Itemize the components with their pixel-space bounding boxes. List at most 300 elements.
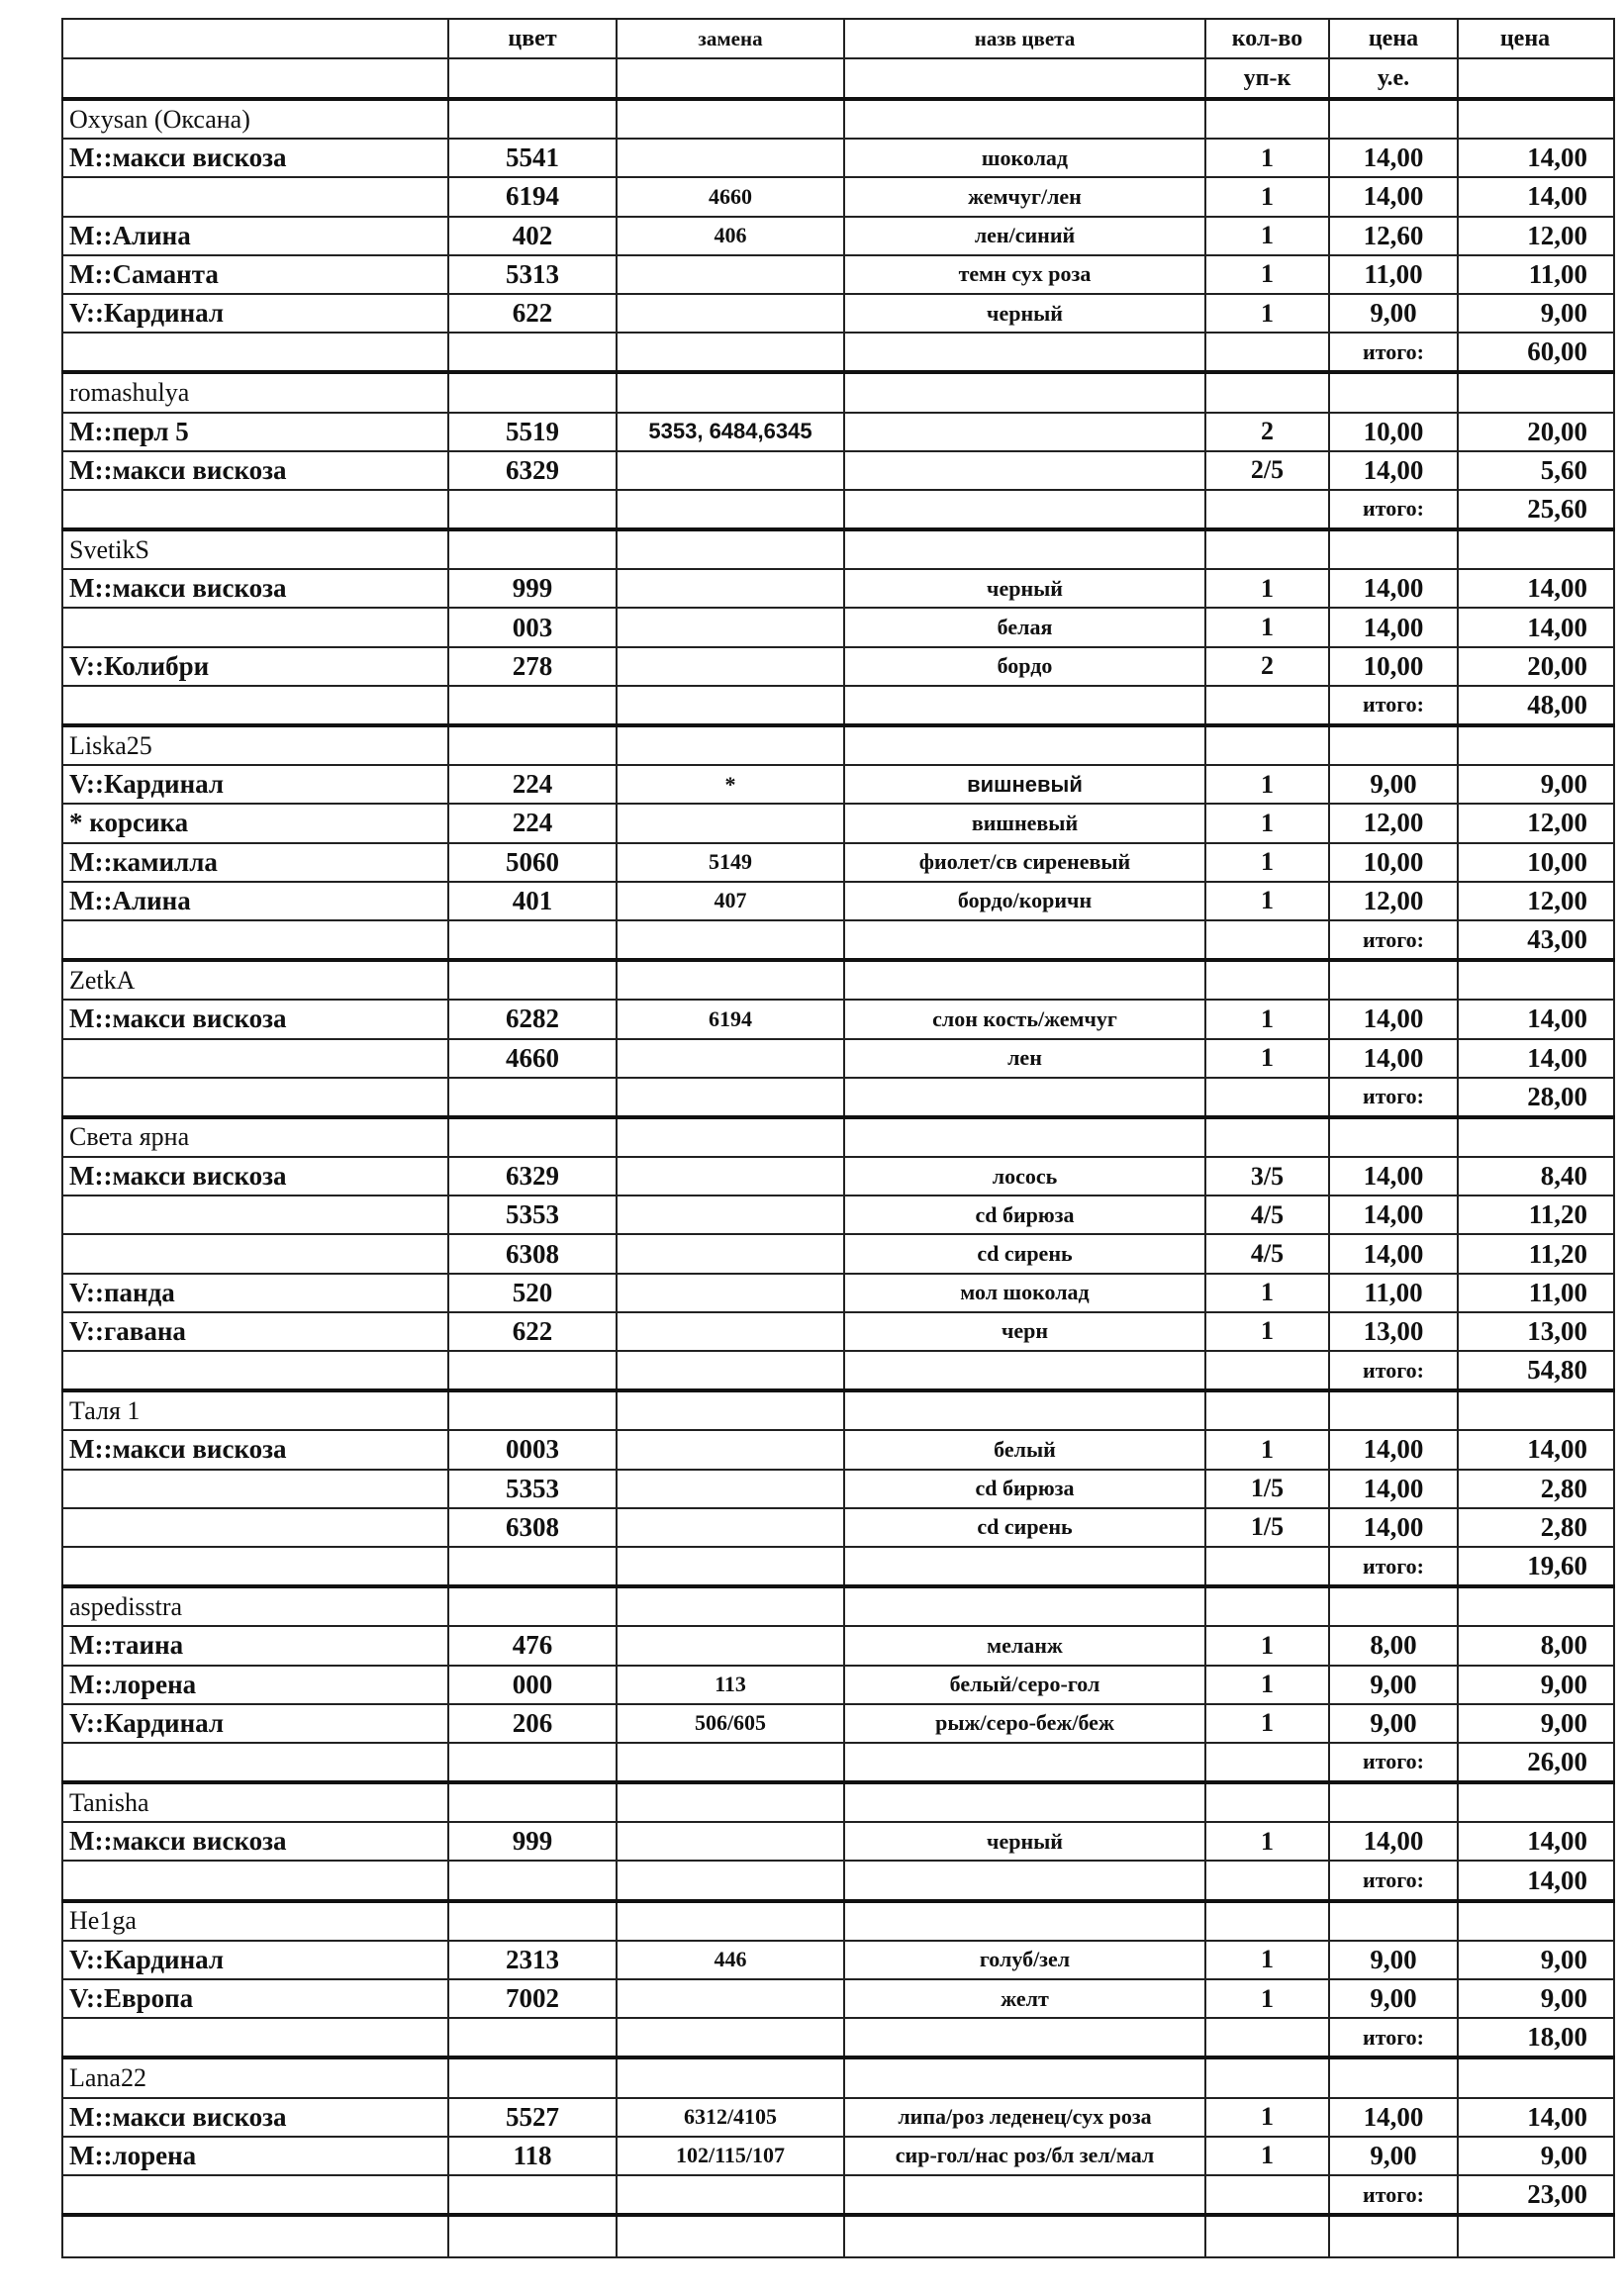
cell-color-code: 6282: [448, 1000, 617, 1038]
cell-color-code: [448, 1743, 617, 1782]
cell-color-code: 5353: [448, 1470, 617, 1508]
item-row: [62, 1626, 1614, 1665]
cell-color-name: шоколад: [844, 139, 1205, 177]
cell-line-price: 9,00: [1458, 2137, 1614, 2175]
cell-quantity: уп-к: [1205, 58, 1329, 99]
cell-replacement: [617, 1078, 844, 1117]
cell-quantity: 1: [1205, 1626, 1329, 1665]
cell-unit-price: итого:: [1329, 1861, 1458, 1900]
cell-color-code: 6329: [448, 451, 617, 490]
cell-unit-price: [1329, 1586, 1458, 1626]
total-row: [62, 1351, 1614, 1390]
cell-product: [62, 1470, 448, 1508]
cell-replacement: 407: [617, 882, 844, 920]
cell-color-name: черный: [844, 294, 1205, 333]
cell-unit-price: цена: [1329, 19, 1458, 58]
cell-product: V::Кардинал: [62, 765, 448, 804]
cell-replacement: *: [617, 765, 844, 804]
cell-replacement: [617, 686, 844, 725]
cell-product: Oxysan (Оксана): [62, 99, 448, 139]
cell-line-price: [1458, 960, 1614, 1000]
cell-color-name: [844, 1547, 1205, 1586]
cell-quantity: 2: [1205, 647, 1329, 686]
cell-unit-price: [1329, 99, 1458, 139]
cell-product: romashulya: [62, 372, 448, 412]
cell-replacement: [617, 1822, 844, 1861]
cell-unit-price: у.е.: [1329, 58, 1458, 99]
cell-color-name: черн: [844, 1312, 1205, 1351]
item-row: [62, 1941, 1614, 1979]
cell-color-code: 2313: [448, 1941, 617, 1979]
cell-unit-price: 12,60: [1329, 217, 1458, 255]
cell-color-code: 5527: [448, 2098, 617, 2137]
cell-color-code: 224: [448, 804, 617, 842]
item-row: [62, 1508, 1614, 1547]
cell-line-price: 19,60: [1458, 1547, 1614, 1586]
cell-quantity: [1205, 686, 1329, 725]
customer-name-row: [62, 529, 1614, 569]
cell-color-name: бордо/коричн: [844, 882, 1205, 920]
cell-product: V::Колибри: [62, 647, 448, 686]
customer-name-row: [62, 372, 1614, 412]
cell-color-name: меланж: [844, 1626, 1205, 1665]
total-row: [62, 333, 1614, 372]
item-row: [62, 413, 1614, 451]
cell-replacement: 446: [617, 1941, 844, 1979]
cell-product: V::панда: [62, 1274, 448, 1312]
total-row: [62, 1547, 1614, 1586]
cell-product: [62, 1743, 448, 1782]
cell-color-code: 7002: [448, 1979, 617, 2018]
cell-unit-price: итого:: [1329, 686, 1458, 725]
item-row: [62, 1039, 1614, 1078]
cell-color-code: 6194: [448, 177, 617, 216]
cell-line-price: 12,00: [1458, 217, 1614, 255]
cell-color-code: 6308: [448, 1508, 617, 1547]
cell-product: [62, 1196, 448, 1234]
item-row: [62, 1666, 1614, 1704]
cell-color-name: фиолет/св сиреневый: [844, 843, 1205, 882]
cell-product: [62, 2175, 448, 2215]
cell-color-name: лен: [844, 1039, 1205, 1078]
cell-product: М::перл 5: [62, 413, 448, 451]
cell-color-name: белый: [844, 1430, 1205, 1469]
cell-color-code: 278: [448, 647, 617, 686]
cell-color-code: 402: [448, 217, 617, 255]
cell-product: [62, 2018, 448, 2057]
cell-unit-price: [1329, 1390, 1458, 1430]
cell-unit-price: 9,00: [1329, 1941, 1458, 1979]
cell-unit-price: [1329, 2215, 1458, 2257]
item-row: [62, 882, 1614, 920]
cell-line-price: 20,00: [1458, 647, 1614, 686]
cell-unit-price: итого:: [1329, 1351, 1458, 1390]
cell-replacement: [617, 1117, 844, 1157]
cell-line-price: 11,00: [1458, 1274, 1614, 1312]
cell-quantity: 1: [1205, 882, 1329, 920]
cell-replacement: [617, 451, 844, 490]
cell-replacement: [617, 490, 844, 529]
cell-unit-price: [1329, 529, 1458, 569]
cell-replacement: [617, 372, 844, 412]
item-row: [62, 177, 1614, 216]
cell-unit-price: 14,00: [1329, 1157, 1458, 1196]
cell-color-code: [448, 2018, 617, 2057]
cell-line-price: 2,80: [1458, 1508, 1614, 1547]
cell-color-name: [844, 451, 1205, 490]
cell-unit-price: 14,00: [1329, 1039, 1458, 1078]
cell-product: М::макси вискоза: [62, 451, 448, 490]
cell-color-name: мол шоколад: [844, 1274, 1205, 1312]
cell-color-name: [844, 2057, 1205, 2097]
cell-line-price: 25,60: [1458, 490, 1614, 529]
item-row: [62, 1979, 1614, 2018]
cell-quantity: 1: [1205, 177, 1329, 216]
cell-color-name: рыж/серо-беж/беж: [844, 1704, 1205, 1743]
cell-line-price: 14,00: [1458, 1000, 1614, 1038]
cell-product: [62, 1234, 448, 1273]
cell-line-price: 11,20: [1458, 1196, 1614, 1234]
cell-replacement: [617, 139, 844, 177]
cell-replacement: [617, 529, 844, 569]
cell-unit-price: 9,00: [1329, 2137, 1458, 2175]
cell-color-code: 622: [448, 294, 617, 333]
cell-replacement: [617, 1979, 844, 2018]
cell-replacement: [617, 1901, 844, 1941]
cell-color-name: [844, 99, 1205, 139]
cell-unit-price: 12,00: [1329, 882, 1458, 920]
cell-product: V::Кардинал: [62, 1941, 448, 1979]
cell-quantity: [1205, 920, 1329, 960]
cell-replacement: [617, 58, 844, 99]
cell-replacement: [617, 1390, 844, 1430]
cell-product: [62, 1508, 448, 1547]
item-row: [62, 139, 1614, 177]
cell-unit-price: 14,00: [1329, 608, 1458, 646]
cell-color-code: 5313: [448, 255, 617, 294]
cell-product: [62, 1078, 448, 1117]
cell-color-code: 5060: [448, 843, 617, 882]
cell-color-name: [844, 372, 1205, 412]
cell-unit-price: 14,00: [1329, 177, 1458, 216]
cell-color-name: [844, 1390, 1205, 1430]
cell-color-name: вишневый: [844, 765, 1205, 804]
cell-line-price: 13,00: [1458, 1312, 1614, 1351]
cell-line-price: [1458, 1390, 1614, 1430]
cell-color-name: слон кость/жемчуг: [844, 1000, 1205, 1038]
cell-color-name: темн сух роза: [844, 255, 1205, 294]
item-row: [62, 1196, 1614, 1234]
total-row: [62, 2018, 1614, 2057]
cell-color-name: [844, 1861, 1205, 1900]
cell-color-code: [448, 1782, 617, 1822]
cell-quantity: [1205, 372, 1329, 412]
empty-row: [62, 2215, 1614, 2257]
cell-replacement: 4660: [617, 177, 844, 216]
cell-color-name: [844, 1743, 1205, 1782]
cell-line-price: [1458, 1586, 1614, 1626]
cell-replacement: 6312/4105: [617, 2098, 844, 2137]
cell-unit-price: итого:: [1329, 2175, 1458, 2215]
item-row: [62, 1704, 1614, 1743]
cell-product: [62, 177, 448, 216]
customer-name-row: [62, 99, 1614, 139]
cell-unit-price: 10,00: [1329, 647, 1458, 686]
cell-quantity: [1205, 2057, 1329, 2097]
cell-line-price: [1458, 1117, 1614, 1157]
cell-quantity: 1/5: [1205, 1508, 1329, 1547]
cell-line-price: [1458, 2057, 1614, 2097]
customer-name-row: [62, 960, 1614, 1000]
cell-color-name: [844, 2215, 1205, 2257]
cell-color-code: 999: [448, 569, 617, 608]
cell-line-price: 26,00: [1458, 1743, 1614, 1782]
cell-quantity: 1: [1205, 1274, 1329, 1312]
header-row: [62, 58, 1614, 99]
cell-replacement: [617, 725, 844, 765]
cell-quantity: [1205, 1117, 1329, 1157]
cell-unit-price: итого:: [1329, 333, 1458, 372]
cell-line-price: 48,00: [1458, 686, 1614, 725]
cell-color-code: [448, 1390, 617, 1430]
cell-line-price: 14,00: [1458, 1039, 1614, 1078]
cell-color-name: cd сирень: [844, 1508, 1205, 1547]
customer-name-row: [62, 2057, 1614, 2097]
cell-color-name: [844, 58, 1205, 99]
cell-line-price: 14,00: [1458, 177, 1614, 216]
cell-product: М::макси вискоза: [62, 1430, 448, 1469]
cell-product: М::макси вискоза: [62, 139, 448, 177]
cell-quantity: 2/5: [1205, 451, 1329, 490]
cell-color-code: [448, 1901, 617, 1941]
cell-line-price: [1458, 2215, 1614, 2257]
cell-product: Tanisha: [62, 1782, 448, 1822]
cell-line-price: [1458, 725, 1614, 765]
cell-replacement: [617, 1274, 844, 1312]
cell-color-name: [844, 333, 1205, 372]
cell-line-price: [1458, 1782, 1614, 1822]
cell-color-code: [448, 1117, 617, 1157]
cell-product: Liska25: [62, 725, 448, 765]
cell-product: [62, 1039, 448, 1078]
cell-color-code: 401: [448, 882, 617, 920]
cell-quantity: 1: [1205, 139, 1329, 177]
cell-line-price: 9,00: [1458, 1704, 1614, 1743]
cell-color-code: [448, 2175, 617, 2215]
cell-replacement: [617, 1196, 844, 1234]
cell-line-price: 9,00: [1458, 1666, 1614, 1704]
cell-quantity: [1205, 333, 1329, 372]
cell-line-price: [1458, 529, 1614, 569]
cell-line-price: 12,00: [1458, 882, 1614, 920]
cell-replacement: [617, 1586, 844, 1626]
total-row: [62, 920, 1614, 960]
cell-color-name: лен/синий: [844, 217, 1205, 255]
cell-color-code: 5353: [448, 1196, 617, 1234]
cell-quantity: 1: [1205, 569, 1329, 608]
cell-quantity: [1205, 2175, 1329, 2215]
cell-quantity: 1: [1205, 1822, 1329, 1861]
cell-line-price: 14,00: [1458, 608, 1614, 646]
cell-replacement: 113: [617, 1666, 844, 1704]
cell-replacement: [617, 2215, 844, 2257]
cell-color-name: голуб/зел: [844, 1941, 1205, 1979]
item-row: [62, 804, 1614, 842]
cell-color-code: [448, 960, 617, 1000]
cell-line-price: 54,80: [1458, 1351, 1614, 1390]
cell-line-price: 5,60: [1458, 451, 1614, 490]
cell-replacement: [617, 1470, 844, 1508]
cell-unit-price: 10,00: [1329, 413, 1458, 451]
cell-quantity: 1: [1205, 1039, 1329, 1078]
cell-color-code: 000: [448, 1666, 617, 1704]
cell-replacement: [617, 2175, 844, 2215]
cell-color-name: черный: [844, 569, 1205, 608]
cell-quantity: кол-во: [1205, 19, 1329, 58]
cell-product: М::Саманта: [62, 255, 448, 294]
cell-color-code: [448, 920, 617, 960]
cell-product: aspedisstra: [62, 1586, 448, 1626]
cell-replacement: [617, 569, 844, 608]
cell-line-price: 11,00: [1458, 255, 1614, 294]
cell-unit-price: 10,00: [1329, 843, 1458, 882]
cell-replacement: [617, 333, 844, 372]
cell-color-code: [448, 1586, 617, 1626]
item-row: [62, 765, 1614, 804]
cell-color-code: [448, 2057, 617, 2097]
cell-color-code: 0003: [448, 1430, 617, 1469]
cell-color-code: [448, 99, 617, 139]
cell-product: [62, 2215, 448, 2257]
cell-product: [62, 1547, 448, 1586]
cell-line-price: 9,00: [1458, 765, 1614, 804]
cell-color-code: [448, 529, 617, 569]
cell-unit-price: 14,00: [1329, 1470, 1458, 1508]
item-row: [62, 569, 1614, 608]
item-row: [62, 1822, 1614, 1861]
cell-unit-price: 11,00: [1329, 1274, 1458, 1312]
cell-color-code: 520: [448, 1274, 617, 1312]
cell-product: М::Алина: [62, 882, 448, 920]
cell-replacement: 406: [617, 217, 844, 255]
cell-unit-price: [1329, 1901, 1458, 1941]
item-row: [62, 217, 1614, 255]
cell-line-price: 23,00: [1458, 2175, 1614, 2215]
cell-unit-price: итого:: [1329, 2018, 1458, 2057]
cell-quantity: 1: [1205, 1430, 1329, 1469]
cell-quantity: 1/5: [1205, 1470, 1329, 1508]
cell-product: [62, 1351, 448, 1390]
cell-quantity: 1: [1205, 2098, 1329, 2137]
cell-quantity: [1205, 1901, 1329, 1941]
cell-color-code: 4660: [448, 1039, 617, 1078]
cell-replacement: [617, 1039, 844, 1078]
cell-replacement: [617, 1547, 844, 1586]
order-table: [61, 18, 1615, 2258]
cell-product: V::гавана: [62, 1312, 448, 1351]
cell-quantity: 1: [1205, 255, 1329, 294]
cell-product: [62, 608, 448, 646]
cell-color-name: вишневый: [844, 804, 1205, 842]
item-row: [62, 1157, 1614, 1196]
cell-color-code: 6308: [448, 1234, 617, 1273]
item-row: [62, 1000, 1614, 1038]
cell-color-name: [844, 1782, 1205, 1822]
customer-name-row: [62, 1586, 1614, 1626]
cell-color-code: [448, 1547, 617, 1586]
item-row: [62, 451, 1614, 490]
cell-color-code: 6329: [448, 1157, 617, 1196]
cell-color-code: 5519: [448, 413, 617, 451]
cell-color-name: [844, 529, 1205, 569]
cell-unit-price: итого:: [1329, 1743, 1458, 1782]
item-row: [62, 608, 1614, 646]
cell-color-name: [844, 1078, 1205, 1117]
total-row: [62, 1861, 1614, 1900]
total-row: [62, 490, 1614, 529]
cell-unit-price: 9,00: [1329, 1666, 1458, 1704]
cell-replacement: [617, 1743, 844, 1782]
cell-line-price: 12,00: [1458, 804, 1614, 842]
cell-quantity: 1: [1205, 294, 1329, 333]
cell-unit-price: 14,00: [1329, 1508, 1458, 1547]
cell-unit-price: [1329, 2057, 1458, 2097]
customer-name-row: [62, 1390, 1614, 1430]
cell-quantity: 1: [1205, 1666, 1329, 1704]
cell-quantity: [1205, 1078, 1329, 1117]
cell-replacement: [617, 99, 844, 139]
cell-product: ZetkA: [62, 960, 448, 1000]
cell-replacement: 506/605: [617, 1704, 844, 1743]
cell-color-code: 118: [448, 2137, 617, 2175]
cell-color-name: [844, 1117, 1205, 1157]
cell-product: М::Алина: [62, 217, 448, 255]
cell-line-price: 60,00: [1458, 333, 1614, 372]
cell-unit-price: 11,00: [1329, 255, 1458, 294]
cell-product: [62, 686, 448, 725]
cell-quantity: 4/5: [1205, 1234, 1329, 1273]
cell-line-price: [1458, 372, 1614, 412]
cell-unit-price: 14,00: [1329, 451, 1458, 490]
cell-replacement: [617, 960, 844, 1000]
cell-replacement: [617, 1430, 844, 1469]
cell-product: Света ярна: [62, 1117, 448, 1157]
cell-quantity: 1: [1205, 217, 1329, 255]
cell-unit-price: [1329, 725, 1458, 765]
cell-quantity: [1205, 490, 1329, 529]
cell-color-name: [844, 413, 1205, 451]
cell-product: М::лорена: [62, 2137, 448, 2175]
cell-replacement: [617, 1157, 844, 1196]
cell-line-price: 14,00: [1458, 1822, 1614, 1861]
cell-unit-price: 14,00: [1329, 1822, 1458, 1861]
cell-unit-price: 9,00: [1329, 1979, 1458, 2018]
cell-product: * корсика: [62, 804, 448, 842]
cell-color-name: сир-гол/нас роз/бл зел/мал: [844, 2137, 1205, 2175]
cell-quantity: 1: [1205, 2137, 1329, 2175]
cell-color-code: [448, 490, 617, 529]
cell-color-name: [844, 920, 1205, 960]
item-row: [62, 647, 1614, 686]
cell-color-name: черный: [844, 1822, 1205, 1861]
cell-color-code: 224: [448, 765, 617, 804]
cell-line-price: 9,00: [1458, 1941, 1614, 1979]
total-row: [62, 1743, 1614, 1782]
cell-replacement: [617, 647, 844, 686]
cell-quantity: [1205, 1861, 1329, 1900]
item-row: [62, 255, 1614, 294]
cell-color-name: желт: [844, 1979, 1205, 2018]
